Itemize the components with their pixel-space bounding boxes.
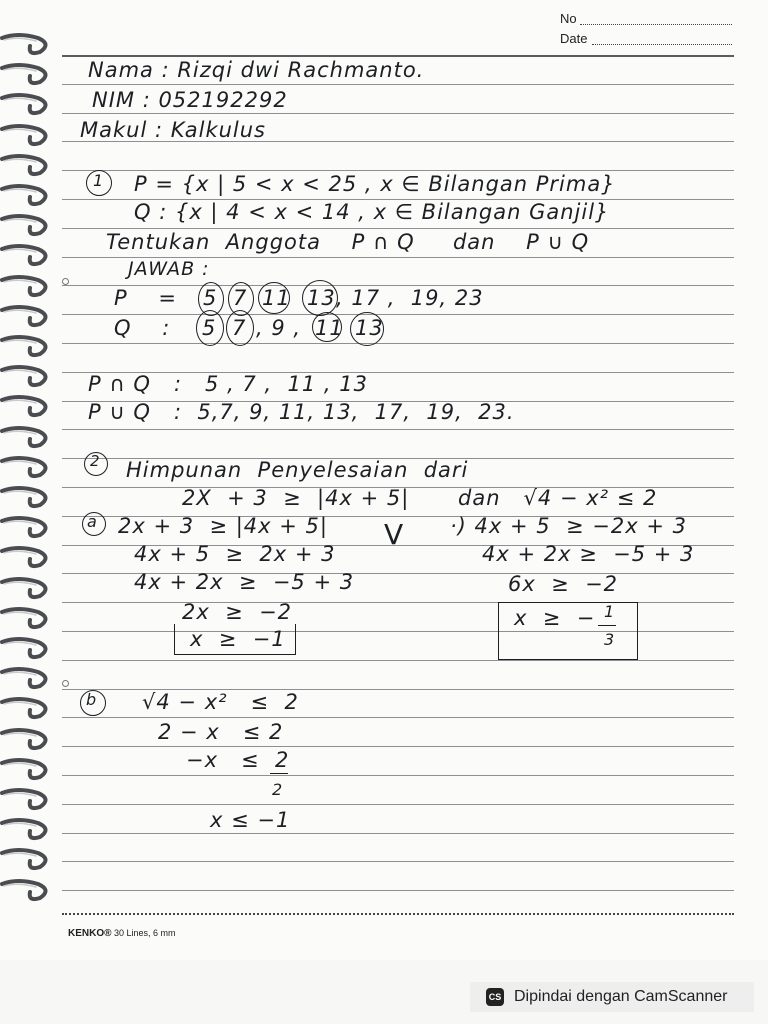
date-label: Date [560,31,588,46]
camscanner-text: Dipindai dengan CamScanner [514,988,728,1005]
spiral-ring-icon [0,123,52,147]
spiral-ring-icon [0,636,52,660]
check-mark: V [384,518,405,551]
ruled-line [62,660,734,661]
ruled-line [62,55,734,57]
work-a-line: 2x ≥ −2 [182,600,293,624]
punch-hole [62,680,69,687]
work-a-line: 2x + 3 ≥ |4x + 5| [118,514,328,538]
set-q-definition: Q : {x | 4 < x < 14 , x ∈ Bilangan Ganjil} [134,200,610,224]
nim-line: NIM : 052192292 [92,88,288,112]
set-p-definition: P = {x | 5 < x < 25 , x ∈ Bilangan Prima} [134,172,616,196]
p-label: P = [114,286,177,310]
question-number: 2 [90,452,101,470]
spiral-ring-icon [0,485,52,509]
camscanner-logo-icon: CS [486,988,504,1006]
spiral-ring-icon [0,878,52,902]
spiral-ring-icon [0,425,52,449]
spiral-ring-icon [0,666,52,690]
inequality-2: dan √4 − x² ≤ 2 [458,486,658,510]
ruled-line [62,170,734,171]
work-b-line: √4 − x² ≤ 2 [142,690,299,714]
work-b-line: −x ≤ 2 [186,748,290,772]
spiral-ring-icon [0,817,52,841]
answer-label: JAWAB : [128,258,210,280]
brand-subtitle: 30 Lines, 6 mm [114,928,176,938]
answer-b: x ≤ −1 [210,808,291,832]
answer-right: x ≥ − [514,606,596,630]
work-right-line: ·) 4x + 5 ≥ −2x + 3 [450,514,687,538]
spiral-ring-icon [0,787,52,811]
date-line [592,44,732,45]
course-line: Makul : Kalkulus [80,118,266,142]
ruled-line [62,804,734,805]
spiral-ring-icon [0,92,52,116]
ruled-line [62,228,734,229]
name-line: Nama : Rizqi dwi Rachmanto. [88,58,425,82]
ruled-line [62,429,734,430]
work-b-line: 2 − x ≤ 2 [158,720,284,744]
spiral-ring-icon [0,274,52,298]
p-value: 11 [262,286,291,310]
inequality-1: 2X + 3 ≥ |4x + 5| [182,486,410,510]
p-value-rest: , 17 , 19, 23 [336,286,484,310]
camscanner-watermark [470,982,754,1012]
spiral-ring-icon [0,606,52,630]
work-a-line: 4x + 2x ≥ −5 + 3 [134,570,355,594]
work-right-line: 4x + 2x ≥ −5 + 3 [482,542,695,566]
intersection-line: P ∩ Q : 5 , 7 , 11 , 13 [88,372,368,396]
answer-a: x ≥ −1 [190,627,286,651]
fraction-denominator: 2 [272,780,284,799]
spiral-ring-icon [0,304,52,328]
spiral-ring-icon [0,62,52,86]
p-value: 7 [233,286,248,310]
spiral-ring-icon [0,213,52,237]
q-value: 13 [355,316,384,340]
spiral-ring-icon [0,545,52,569]
spiral-ring-icon [0,455,52,479]
ruled-line [62,833,734,834]
punch-hole [62,278,69,285]
q-value: 7 [232,316,247,340]
question-number: 1 [93,171,105,190]
ruled-line [62,775,734,776]
spiral-ring-icon [0,576,52,600]
ruled-line [62,314,734,315]
spiral-ring-icon [0,32,52,56]
union-line: P ∪ Q : 5,7, 9, 11, 13, 17, 19, 23. [88,400,515,424]
task-line: Tentukan Anggota P ∩ Q dan P ∪ Q [106,230,590,254]
p-value: 5 [203,286,218,310]
ruled-line [62,113,734,114]
spiral-ring-icon [0,847,52,871]
question-title: Himpunan Penyelesaian dari [126,458,469,482]
work-right-line: 6x ≥ −2 [508,572,619,596]
spiral-ring-icon [0,334,52,358]
notebook-brand [68,928,176,939]
q-value: 11 [315,316,344,340]
bottom-dotted-line [62,913,734,915]
fraction-bar [598,625,616,626]
part-label: a [87,512,98,531]
brand-name: KENKO® [68,928,112,939]
spiral-ring-icon [0,153,52,177]
ruled-line [62,890,734,891]
q-value: 5 [202,316,217,340]
spiral-ring-icon [0,757,52,781]
ruled-line [62,343,734,344]
spiral-ring-icon [0,515,52,539]
spiral-ring-icon [0,696,52,720]
ruled-line [62,84,734,85]
no-label: No [560,11,577,26]
ruled-line [62,861,734,862]
no-line [580,24,732,25]
work-a-line: 4x + 5 ≥ 2x + 3 [134,542,336,566]
fraction-numerator: 1 [604,602,616,621]
fraction-bar [270,773,288,774]
ruled-line [62,717,734,718]
spiral-ring-icon [0,243,52,267]
spiral-ring-icon [0,394,52,418]
q-value: , 9 , [256,316,302,340]
fraction-denominator: 3 [604,630,616,649]
part-label: b [86,690,98,709]
ruled-line [62,746,734,747]
q-label: Q : [114,316,171,340]
spiral-ring-icon [0,183,52,207]
spiral-ring-icon [0,364,52,388]
p-value: 13 [307,286,336,310]
spiral-ring-icon [0,727,52,751]
